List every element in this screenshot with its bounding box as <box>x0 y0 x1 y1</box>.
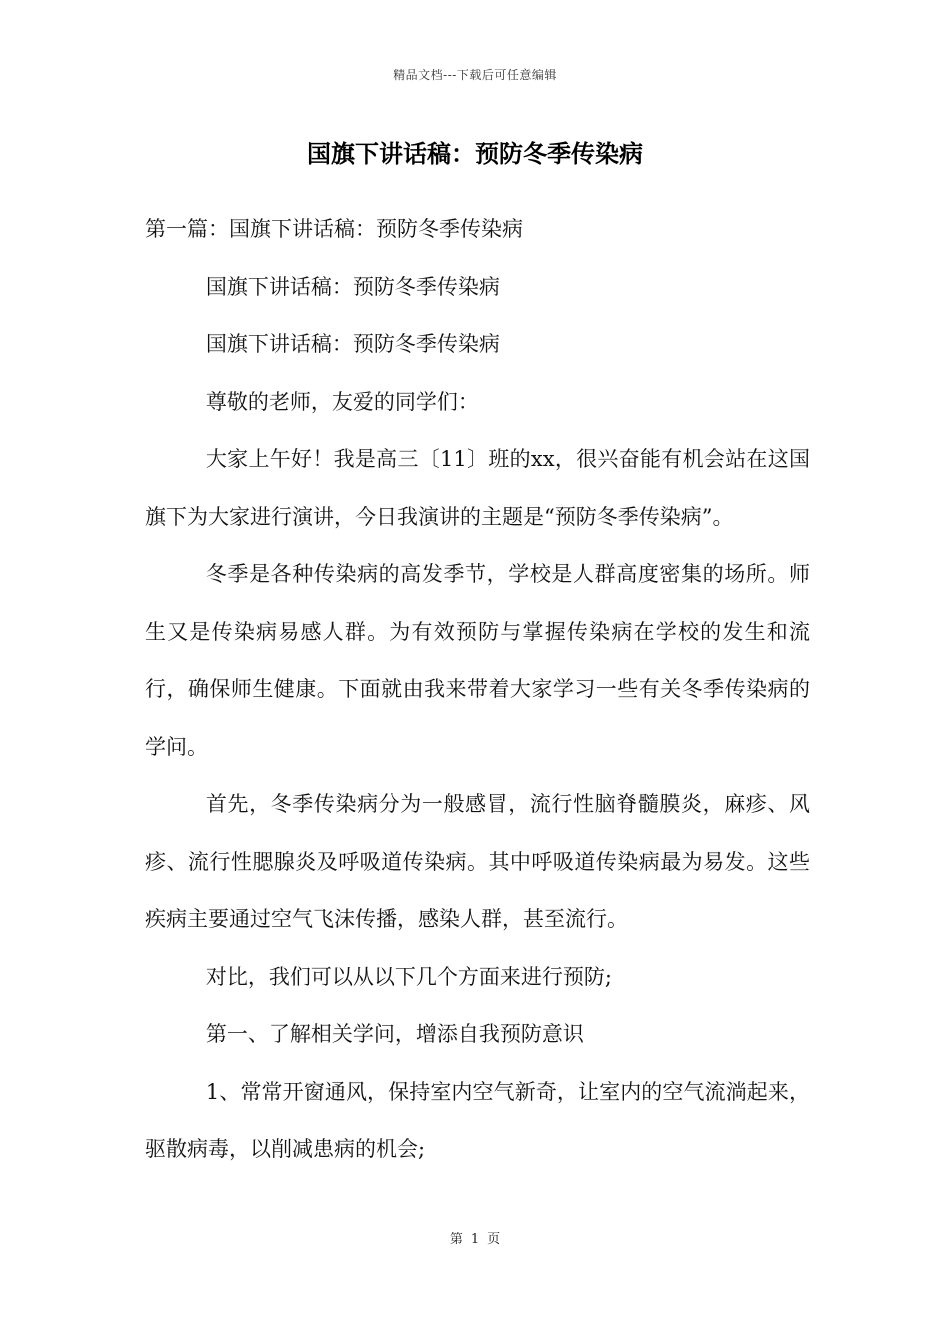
paragraph-salutation: 尊敬的老师，友爱的同学们： <box>205 389 479 414</box>
paragraph-winter-season: 冬季是各种传染病的高发季节，学校是人群高度密集的场所。师生又是传染病易感人群。为有效预防与掌握传染病在学校的发生和流行，确保师生健康。下面就由我来带着大家学习一些有关冬季传染病的学问。 <box>145 562 810 759</box>
page-footer <box>0 1228 950 1247</box>
paragraph-ventilation: 1、常常开窗通风，保持室内空气新奇，让室内的空气流淌起来，驱散病毒，以削减患病的机会; <box>145 1079 810 1161</box>
page-number-suffix: 页 <box>487 1232 501 1247</box>
paragraph-disease-types: 首先，冬季传染病分为一般感冒，流行性脑脊髓膜炎，麻疹、风疹、流行性腮腺炎及呼吸道传染病。其中呼吸道传染病最为易发。这些疾病主要通过空气飞沫传播，感染人群，甚至流行。 <box>145 792 810 931</box>
page-number-prefix: 第 <box>449 1232 463 1247</box>
page-header: 精品文档---下载后可任意编辑 <box>393 68 557 82</box>
page-number: 1 <box>470 1232 480 1247</box>
paragraph-greeting: 大家上午好！我是高三〔11〕班的xx，很兴奋能有机会站在这国旗下为大家进行演讲，今日我演讲的主题是“预防冬季传染病”。 <box>145 447 810 529</box>
document-title: 国旗下讲话稿：预防冬季传染病 <box>307 139 643 168</box>
paragraph-section-heading: 第一篇：国旗下讲话稿：预防冬季传染病 <box>145 217 523 241</box>
paragraph-subtitle-1: 国旗下讲话稿：预防冬季传染病 <box>205 274 500 299</box>
paragraph-point-one: 第一、了解相关学问，增添自我预防意识 <box>205 1022 584 1046</box>
paragraph-prevention-intro: 对比，我们可以从以下几个方面来进行预防; <box>205 964 612 989</box>
paragraph-subtitle-2: 国旗下讲话稿：预防冬季传染病 <box>205 332 500 356</box>
document-body <box>145 201 810 1179</box>
